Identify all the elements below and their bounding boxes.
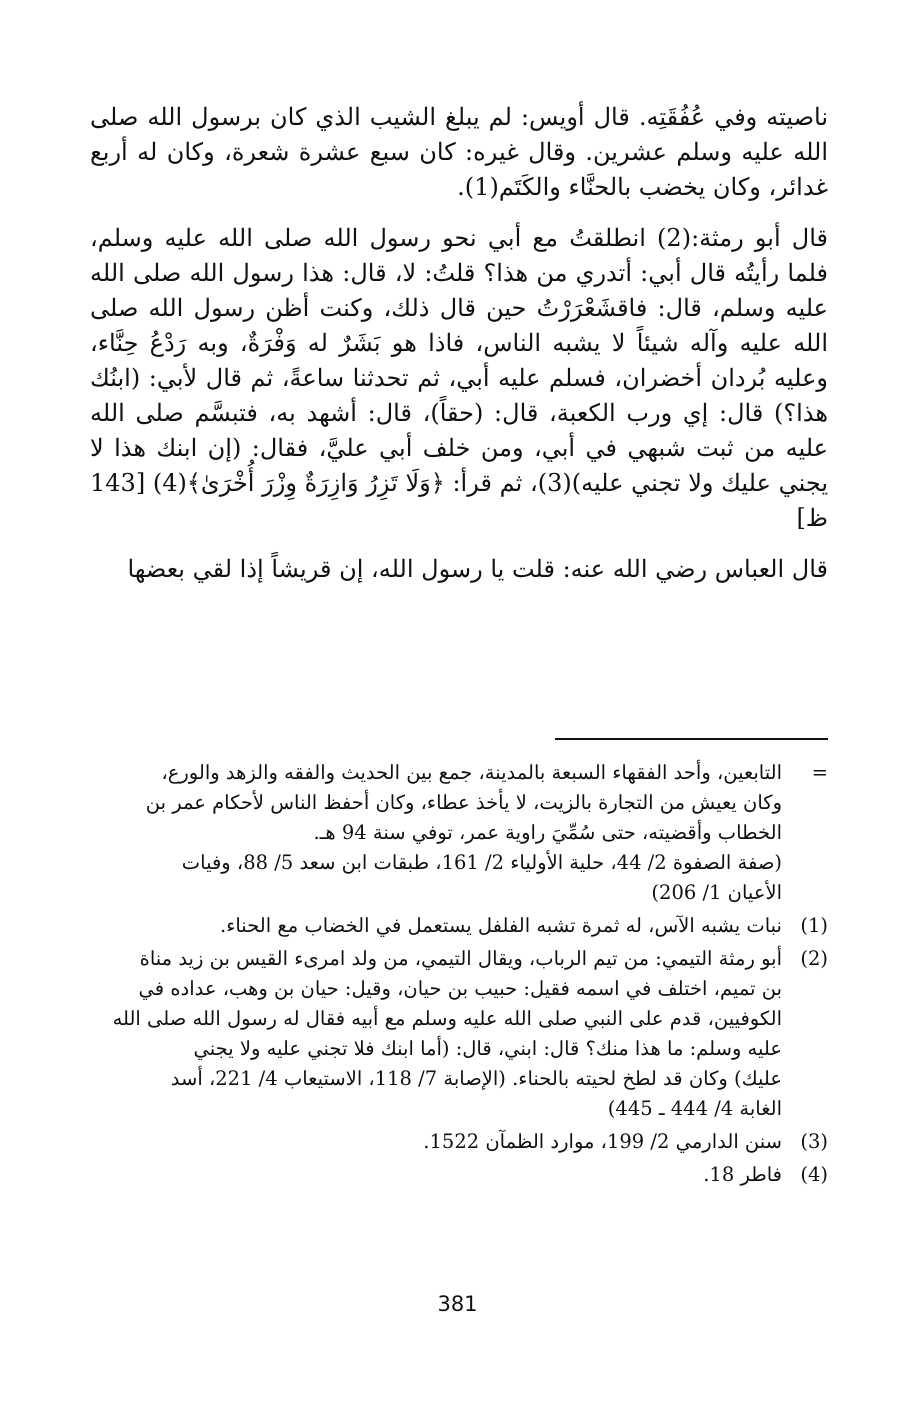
footnote-marker: (2) [800,947,828,970]
footnote-line: عليك) وكان قد لطخ لحيته بالحناء. (الإصابة 7/ 118، الاستيعاب 4/ 221، أسد [170,1067,782,1090]
footnote-line: سنن الدارمي 2/ 199، موارد الظمآن 1522. [423,1130,782,1153]
footnote-marker: (3) [800,1130,828,1153]
footnote-text [90,1127,782,1157]
footnote-line: الغابة 4/ 444 ـ 445) [607,1097,782,1120]
footnote-1 [90,911,828,941]
footnote-line: وكان يعيش من التجارة بالزيت، لا يأخذ عطاء، وكان أحفظ الناس لأحكام عمر بن [145,791,782,814]
footnote-line: أبو رمثة التيمي: من تيم الرباب، ويقال التيمي، من ولد امرىء القيس بن زيد مناة [139,947,782,970]
footnote-line: الخطاب وأقضيته، حتى سُمِّيَ راوية عمر، توفي سنة 94 هـ. [313,821,782,844]
footnote-2 [90,944,828,1124]
footnote-3 [90,1127,828,1157]
main-text [90,100,828,587]
paragraph: قال العباس رضي الله عنه: قلت يا رسول الله، إن قريشاً إذا لقي بعضها [127,555,828,583]
footnote-marker: (4) [800,1163,828,1186]
page-number: 381 [437,1292,478,1316]
footnote-line: الكوفيين، قدم على النبي صلى الله عليه وسلم مع أبيه فقال له رسول الله صلى الله [112,1007,782,1030]
footnote-continued [90,758,828,908]
footnote-separator [555,738,828,740]
footnote-line: نبات يشبه الآس، له ثمرة تشبه الفلفل يستعمل في الخضاب مع الحناء. [220,914,782,937]
footnote-line: بن تميم، اختلف في اسمه فقيل: حبيب بن حيان، وقيل: حيان بن وهب، عداده في [138,977,782,1000]
paragraph: قال أبو رمثة:(2) انطلقتُ مع أبي نحو رسول الله صلى الله عليه وسلم، فلما رأيتُه قال أبي: أتدري من هذا؟ قلتُ: لا، قال: هذا رسول الله صلى الله عليه وسلم، قال: فاقشَعْرَرْتُ حين قال ذلك، وكنت أظن رسول الله صلى الله عليه وآله شيئاً لا يشبه الناس، فاذا هو بَشَرٌ له وَفْرَةٌ، وبه رَدْعُ حِنَّاء، وعليه بُردان أخضران، فسلم عليه أبي، ثم تحدثنا ساعةً، ثم قال لأبي: (ابنُك هذا؟) قال: إي ورب الكعبة، قال: (حقاً)، قال: أشهد به، فتبسَّم صلى الله عليه من ثبت شبهي في أبي، ومن خلف أبي عليَّ، فقال: (إن ابنك هذا لا يجني عليك ولا تجني عليه)(3)، ثم قرأ: ﴿وَلَا تَزِرُ وَازِرَةٌ وِزْرَ أُخْرَىٰ﴾(4) [143 ظ] [90,224,829,532]
footnote-marker: = [811,761,828,784]
paragraph: ناصيته وفي عُفُقَتِه. قال أويس: لم يبلغ الشيب الذي كان برسول الله صلى الله عليه وسلم عشرين. وقال غيره: كان سبع عشرة شعرة، وكان له أربع غدائر، وكان يخضب بالحنَّاء والكَتَم(1). [90,103,828,201]
footnote-4 [90,1160,828,1190]
footnotes [90,758,828,1193]
footnote-marker: (1) [800,914,828,937]
footnote-line: التابعين، وأحد الفقهاء السبعة بالمدينة، جمع بين الحديث والفقه والزهد والورع، [161,761,782,784]
footnote-line: الأعيان 1/ 206) [651,881,782,904]
footnote-text [90,758,782,908]
footnote-text [90,944,782,1124]
footnote-line: فاطر 18. [703,1163,782,1186]
footnote-line: (صفة الصفوة 2/ 44، حلية الأولياء 2/ 161، طبقات ابن سعد 5/ 88، وفيات [181,851,782,874]
footnote-line: عليه وسلم: ما هذا منك؟ قال: ابني، قال: (أما ابنك فلا تجني عليه ولا يجني [193,1037,782,1060]
footnote-text [90,1160,782,1190]
footnote-text [90,911,782,941]
